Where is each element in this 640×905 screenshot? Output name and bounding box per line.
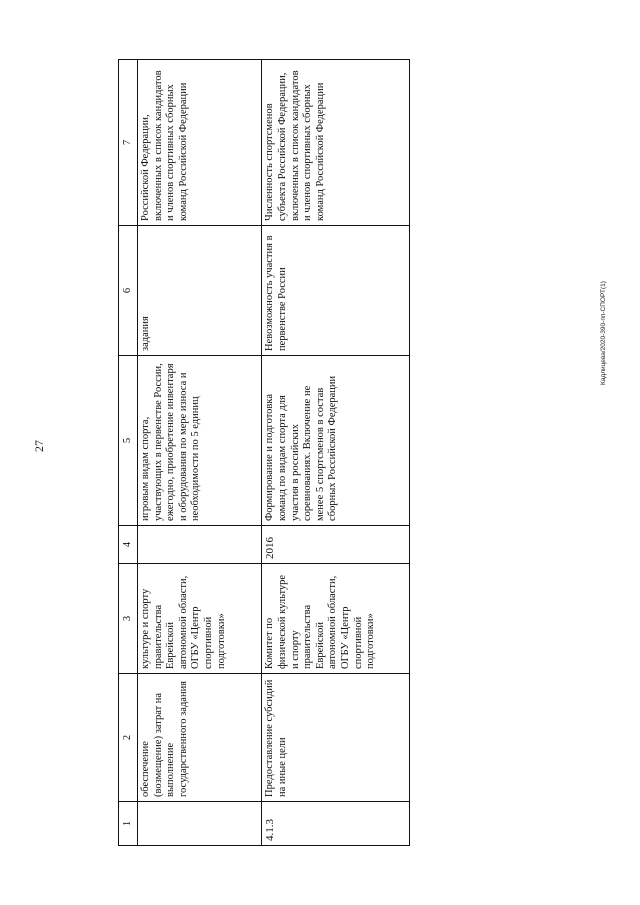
header-col-6: 6 — [119, 226, 138, 356]
program-table-wrapper — [118, 60, 410, 846]
consequence-cell: Невозможность участия в первенстве России — [262, 226, 410, 356]
program-table — [118, 59, 410, 846]
table-row — [138, 60, 262, 846]
document-id-tag: Кадлицева/2020-390-пп-СПОРТ(1) — [600, 281, 607, 385]
result-cell: игровым видам спорта, участвующих в первенстве России, ежегодно, приобретение инвентаря и оборудования по мере износа и необходимости по 5 единиц — [138, 356, 262, 526]
year-cell — [138, 526, 262, 564]
consequence-cell: задания — [138, 226, 262, 356]
indicator-cell: Численность спортсменов субъекта Российской Федерации, включенных в список кандидатов и членов спортивных сборных команд Российской Федерации — [262, 60, 410, 226]
indicator-cell: Российской Федерации, включенных в список кандидатов и членов спортивных сборных команд Российской Федерации — [138, 60, 262, 226]
row-number — [138, 802, 262, 846]
header-row — [119, 60, 138, 846]
table-row — [262, 60, 410, 846]
measure-cell: обеспечение (возмещение) затрат на выполнение государственного задания — [138, 674, 262, 802]
header-col-2: 2 — [119, 674, 138, 802]
executor-cell: культуре и спорту правительства Еврейской автономной области, ОГБУ «Центр спортивной подготовки» — [138, 564, 262, 674]
page-number: 27 — [32, 440, 46, 452]
header-col-4: 4 — [119, 526, 138, 564]
result-cell: Формирование и подготовка команд по видам спорта для участия в российских соревнованиях. Включение не менее 5 спортсменов в состав сборных Российской Федерации — [262, 356, 410, 526]
header-col-3: 3 — [119, 564, 138, 674]
header-col-7: 7 — [119, 60, 138, 226]
header-col-5: 5 — [119, 356, 138, 526]
header-col-1: 1 — [119, 802, 138, 846]
executor-cell: Комитет по физической культуре и спорту правительства Еврейской автономной области, ОГБУ «Центр спортивной подготовки» — [262, 564, 410, 674]
table-header — [119, 60, 138, 846]
year-cell: 2016 — [262, 526, 410, 564]
row-number: 4.1.3 — [262, 802, 410, 846]
measure-cell: Предоставление субсидий на иные цели — [262, 674, 410, 802]
